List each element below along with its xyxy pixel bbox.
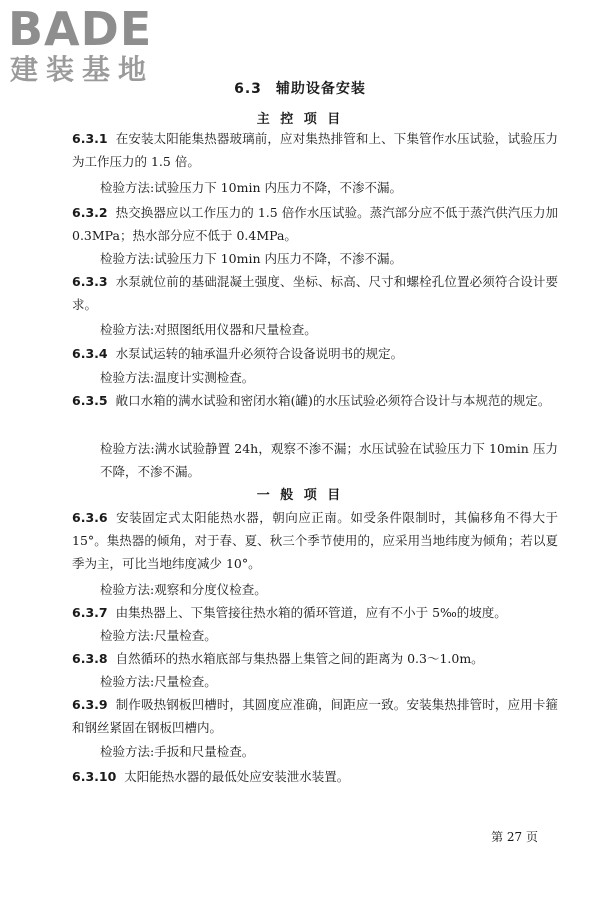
section-number: 6.3 bbox=[234, 81, 262, 97]
inspection-method-6-3-6: 检验方法:观察和分度仪检查。 bbox=[100, 582, 267, 597]
clause-text: 由集热器上、下集管接往热水箱的循环管道，应有不小于 5‰的坡度。 bbox=[115, 605, 507, 620]
clause-text: 太阳能热水器的最低处应安装泄水装置。 bbox=[124, 769, 350, 784]
inspection-method-6-3-8: 检验方法:尺量检查。 bbox=[100, 674, 217, 689]
general-items-heading: 一 般 项 目 bbox=[256, 488, 344, 503]
logo-word: BADE bbox=[8, 2, 153, 56]
clause-6-3-7 bbox=[72, 601, 558, 624]
clause-6-3-6 bbox=[72, 506, 558, 575]
inspection-method-6-3-4: 检验方法:温度计实测检查。 bbox=[100, 370, 255, 385]
inspection-method-6-3-3: 检验方法:对照图纸用仪器和尺量检查。 bbox=[100, 322, 317, 337]
clause-number: 6.3.6 bbox=[72, 510, 108, 525]
clause-text: 热交换器应以工作压力的 1.5 倍作水压试验。蒸汽部分应不低于蒸汽供汽压力加 0.3MPa；热水部分应不低于 0.4MPa。 bbox=[72, 205, 558, 243]
section-title bbox=[0, 78, 600, 98]
inspection-method-6-3-9: 检验方法:手扳和尺量检查。 bbox=[100, 744, 255, 759]
clause-6-3-9 bbox=[72, 693, 558, 739]
clause-number: 6.3.1 bbox=[72, 131, 108, 146]
clause-text: 水泵就位前的基础混凝土强度、坐标、标高、尺寸和螺栓孔位置必须符合设计要求。 bbox=[72, 274, 558, 312]
clause-6-3-1 bbox=[72, 127, 558, 173]
clause-text: 自然循环的热水箱底部与集热器上集管之间的距离为 0.3～1.0m。 bbox=[115, 651, 484, 666]
section-title-text: 辅助设备安装 bbox=[275, 81, 366, 97]
clause-text: 在安装太阳能集热器玻璃前，应对集热排管和上、下集管作水压试验，试验压力为工作压力的 1.5 倍。 bbox=[72, 131, 558, 169]
clause-number: 6.3.10 bbox=[72, 769, 117, 784]
clause-number: 6.3.2 bbox=[72, 205, 108, 220]
inspection-method-6-3-2: 检验方法:试验压力下 10min 内压力不降，不渗不漏。 bbox=[100, 251, 402, 266]
inspection-method-6-3-7: 检验方法:尺量检查。 bbox=[100, 628, 217, 643]
logo-chinese: 建装基地 bbox=[10, 53, 155, 86]
clause-6-3-8 bbox=[72, 647, 558, 670]
clause-6-3-2 bbox=[72, 201, 558, 247]
main-control-heading: 主 控 项 目 bbox=[256, 112, 344, 127]
clause-text: 制作吸热钢板凹槽时，其圆度应准确，间距应一致。安装集热排管时，应用卡箍和钢丝紧固在钢板凹槽内。 bbox=[72, 697, 558, 735]
clause-number: 6.3.8 bbox=[72, 651, 108, 666]
inspection-method-6-3-1: 检验方法:试验压力下 10min 内压力不降，不渗不漏。 bbox=[100, 180, 402, 195]
clause-number: 6.3.5 bbox=[72, 393, 108, 408]
clause-number: 6.3.7 bbox=[72, 605, 108, 620]
clause-6-3-10 bbox=[72, 765, 558, 788]
clause-text: 敞口水箱的满水试验和密闭水箱(罐)的水压试验必须符合设计与本规范的规定。 bbox=[115, 393, 551, 408]
inspection-method-6-3-5: 检验方法:满水试验静置 24h，观察不渗不漏；水压试验在试验压力下 10min 压力不降，不渗不漏。 bbox=[100, 441, 558, 479]
page-number: 第 27 页 bbox=[491, 830, 538, 844]
clause-6-3-3 bbox=[72, 270, 558, 316]
clause-number: 6.3.3 bbox=[72, 274, 108, 289]
clause-text: 水泵试运转的轴承温升必须符合设备说明书的规定。 bbox=[115, 346, 404, 361]
clause-6-3-5 bbox=[72, 389, 558, 412]
bade-logo bbox=[8, 4, 178, 88]
clause-number: 6.3.4 bbox=[72, 346, 108, 361]
clause-number: 6.3.9 bbox=[72, 697, 108, 712]
clause-6-3-4 bbox=[72, 342, 558, 365]
clause-text: 安装固定式太阳能热水器，朝向应正南。如受条件限制时，其偏移角不得大于 15°。集热器的倾角，对于春、夏、秋三个季节使用的，应采用当地纬度为倾角；若以夏季为主，可比当地纬度减少 10°。 bbox=[72, 510, 558, 571]
